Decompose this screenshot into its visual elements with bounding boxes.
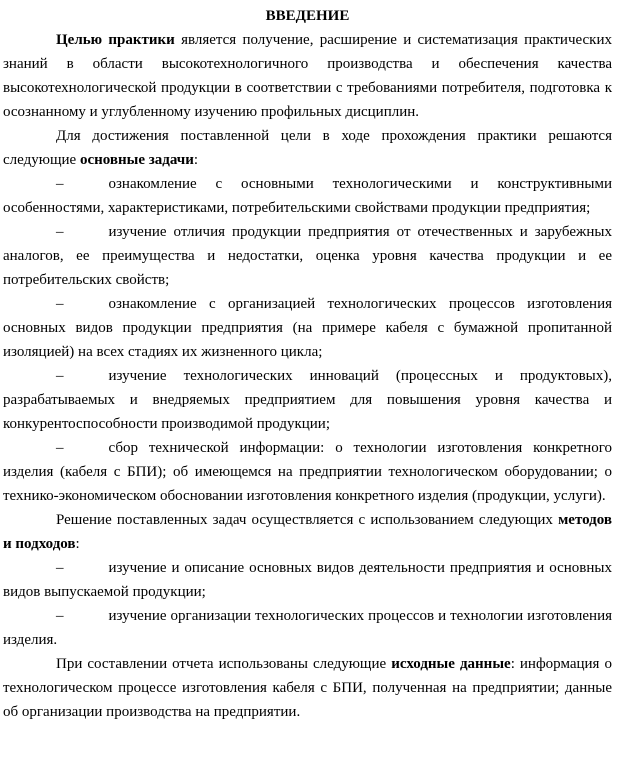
text-run: сбор технической информации: о технологии изготовления конкретного изделия (кабеля с БПИ); об имеющемся на предприятии технологическом оборудовании; о технико-экономическом обосновании изготовления конкретного изделия (продукции, услуги). <box>3 440 612 504</box>
paragraph <box>3 508 612 556</box>
text-run: : <box>193 152 199 168</box>
bold-text-run: исходные данные <box>391 656 511 672</box>
paragraph <box>3 124 612 172</box>
bold-text-run: Целью практики <box>56 32 175 48</box>
document-content <box>3 4 612 724</box>
text-run: является получение, расширение и систематизация практических знаний в области высокотехнологичного производства и обеспечения качества высокотехнологической продукции в соответствии с требованиями потребителя, подготовка к осознанному и углубленному изучению профильных дисциплин. <box>3 32 612 120</box>
text-run: изучение отличия продукции предприятия от отечественных и зарубежных аналогов, ее преимущества и недостатки, оценка уровня качества продукции и ее потребительских свойств; <box>3 224 612 288</box>
list-item <box>3 292 612 364</box>
text-run: Для достижения поставленной цели в ходе прохождения практики решаются следующие <box>3 128 612 168</box>
list-item <box>3 556 612 604</box>
list-dash-marker: – <box>56 440 64 456</box>
text-run: Решение поставленных задач осуществляется с использованием следующих <box>56 512 559 528</box>
list-dash-marker: – <box>56 560 64 576</box>
list-item <box>3 436 612 508</box>
text-run: : информация о технологическом процессе изготовления кабеля с БПИ, полученная на предприятии; данные об организации производства на предприятии. <box>3 656 612 720</box>
list-item <box>3 364 612 436</box>
list-item <box>3 172 612 220</box>
list-dash-marker: – <box>56 224 64 240</box>
list-dash-marker: – <box>56 176 64 192</box>
text-run: ознакомление с организацией технологических процессов изготовления основных видов продукции предприятия (на примере кабеля с бумажной пропитанной изоляцией) на всех стадиях их жизненного цикла; <box>3 296 612 360</box>
text-run: : <box>75 536 80 552</box>
text-run: изучение и описание основных видов деятельности предприятия и основных видов выпускаемой продукции; <box>3 560 612 600</box>
document-title <box>3 4 612 28</box>
text-run: При составлении отчета использованы следующие <box>56 656 392 672</box>
bold-text-run: методов и подходов <box>3 512 612 552</box>
paragraph <box>3 652 612 724</box>
paragraph <box>3 28 612 124</box>
list-dash-marker: – <box>56 608 64 624</box>
text-run: изучение организации технологических процессов и технологии изготовления изделия. <box>3 608 612 648</box>
text-run: ознакомление с основными технологическими и конструктивными особенностями, характеристиками, потребительскими свойствами продукции предприятия; <box>3 176 612 216</box>
list-dash-marker: – <box>56 368 64 384</box>
list-item <box>3 604 612 652</box>
list-dash-marker: – <box>56 296 64 312</box>
bold-text-run: ВВЕДЕНИЕ <box>265 8 350 24</box>
text-run: изучение технологических инноваций (процессных и продуктовых), разрабатываемых и внедряемых предприятием для повышения уровня качества и конкурентоспособности производимой продукции; <box>3 368 612 432</box>
bold-text-run: основные задачи <box>79 152 194 168</box>
list-item <box>3 220 612 292</box>
